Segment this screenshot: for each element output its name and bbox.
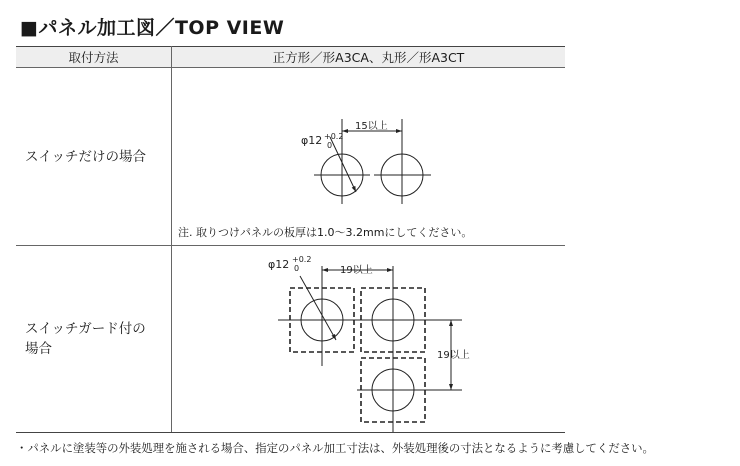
table-header-row bbox=[16, 47, 565, 68]
arrow-h-left bbox=[322, 268, 328, 272]
switch-only-diagram bbox=[172, 68, 565, 245]
tolerance-minus: 0 bbox=[327, 141, 333, 150]
row-label-switch-only: スイッチだけの場合 bbox=[16, 68, 172, 246]
panel-cutout-table bbox=[16, 46, 565, 433]
table-row bbox=[16, 68, 565, 246]
tolerance-plus: +0.2 bbox=[292, 255, 312, 264]
arrow-diameter bbox=[352, 186, 356, 192]
row-diagram-cell bbox=[172, 246, 566, 433]
arrow-diameter bbox=[332, 334, 337, 340]
pitch-h-label: 19以上 bbox=[340, 265, 373, 276]
arrow-right bbox=[396, 129, 402, 133]
row-label-line-2: 場合 bbox=[25, 341, 52, 357]
pitch-v-label: 19以上 bbox=[437, 350, 470, 361]
diameter-label: φ12 bbox=[301, 134, 323, 147]
header-shape: 正方形／形A3CA、丸形／形A3CT bbox=[172, 47, 566, 68]
arrow-v-bottom bbox=[449, 384, 453, 390]
page-title: ■パネル加工図／TOP VIEW bbox=[20, 17, 285, 39]
pitch-label: 15以上 bbox=[355, 121, 388, 132]
tolerance-minus: 0 bbox=[294, 264, 300, 273]
coating-footnote: ・パネルに塗装等の外装処理を施される場合、指定のパネル加工寸法は、外装処理後の寸法となるように考慮してください。 bbox=[16, 441, 654, 455]
diameter-leader-line bbox=[300, 276, 336, 340]
diameter-label: φ12 bbox=[268, 258, 290, 271]
arrow-h-right bbox=[387, 268, 393, 272]
switch-guard-diagram bbox=[172, 246, 565, 432]
arrow-v-top bbox=[449, 320, 453, 326]
tolerance-plus: +0.2 bbox=[324, 132, 344, 141]
row-label-line-1: スイッチガード付の bbox=[25, 321, 146, 337]
panel-thickness-note: 注. 取りつけパネルの板厚は1.0～3.2mmにしてください。 bbox=[178, 226, 473, 239]
table-row bbox=[16, 246, 565, 433]
row-label-with-guard bbox=[16, 246, 172, 433]
header-mounting-method: 取付方法 bbox=[16, 47, 172, 68]
diameter-leader-line bbox=[330, 137, 356, 192]
row-diagram-cell bbox=[172, 68, 566, 246]
